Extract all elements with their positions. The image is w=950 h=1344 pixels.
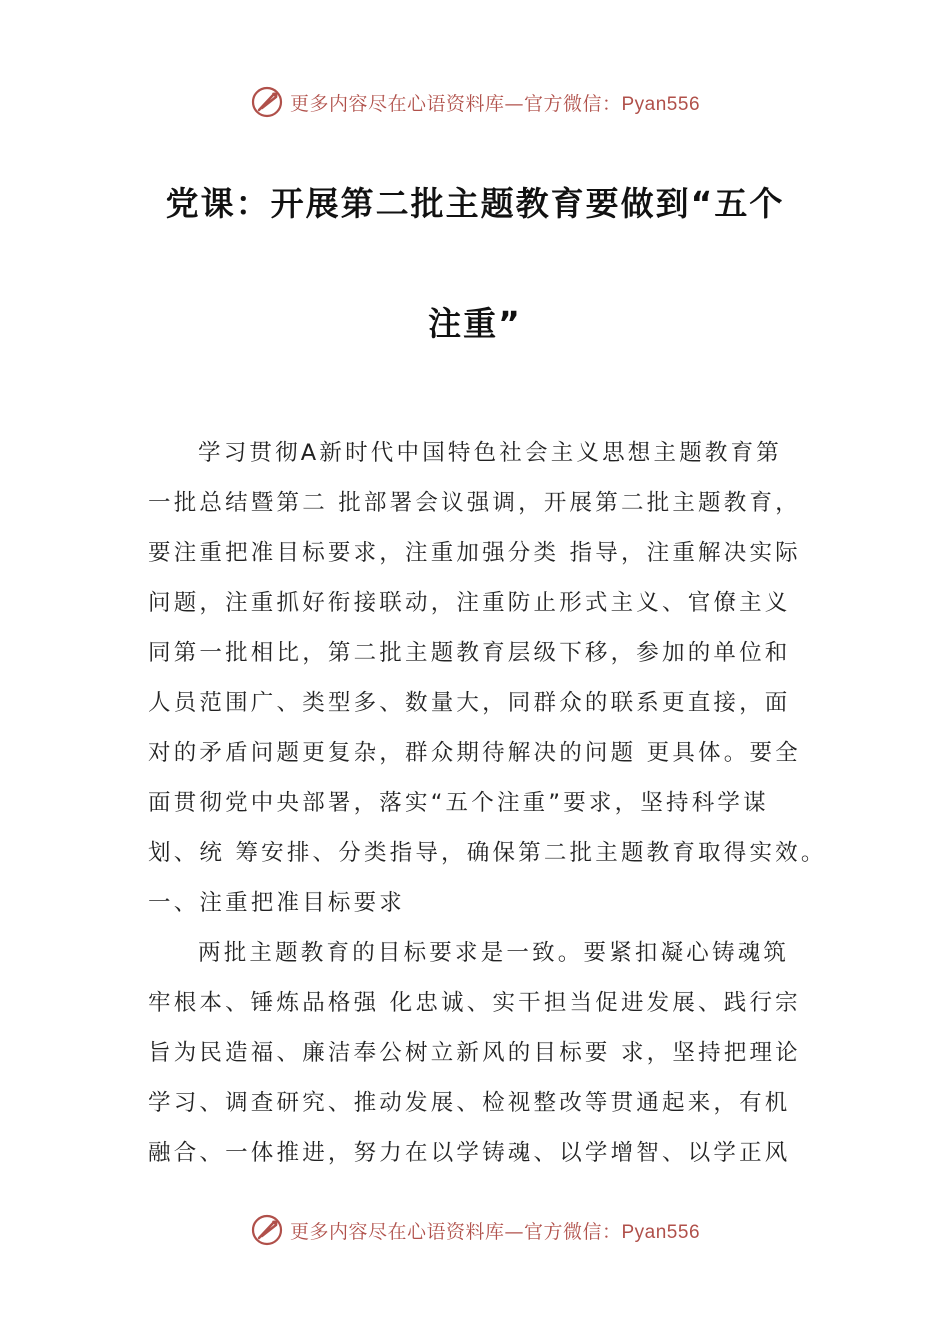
quill-logo-icon	[250, 1213, 284, 1247]
body-line: 牢根本、锤炼品格强 化忠诚、实干担当促进发展、践行宗	[148, 990, 801, 1016]
body-line: 要注重把准目标要求，注重加强分类 指导，注重解决实际	[148, 540, 801, 566]
footer-banner	[0, 1210, 950, 1250]
body-line: 一批总结暨第二 批部署会议强调，开展第二批主题教育，	[148, 490, 801, 516]
body-line: 融合、一体推进，努力在以学铸魂、以学增智、以学正风	[148, 1140, 791, 1166]
body-line: 同第一批相比，第二批主题教育层级下移，参加的单位和	[148, 640, 791, 666]
quill-logo-icon	[250, 85, 284, 119]
header-banner	[0, 82, 950, 122]
document-title-line-2: 注重”	[428, 304, 522, 343]
body-line: 学习、调查研究、推动发展、检视整改等贯通起来，有机	[148, 1090, 791, 1116]
body-line: 学习贯彻A新时代中国特色社会主义思想主题教育第	[198, 440, 782, 466]
body-line: 面贯彻党中央部署，落实“五个注重”要求，坚持科学谋	[148, 790, 769, 816]
body-line: 对的矛盾问题更复杂，群众期待解决的问题 更具体。要全	[148, 740, 801, 766]
section-heading: 一、注重把准目标要求	[148, 890, 406, 916]
body-line: 两批主题教育的目标要求是一致。要紧扣凝心铸魂筑	[198, 940, 790, 966]
footer-wechat-id: Pyan556	[621, 1221, 701, 1243]
body-line: 旨为民造福、廉洁奉公树立新风的目标要 求，坚持把理论	[148, 1040, 801, 1066]
header-wechat-id: Pyan556	[621, 93, 701, 115]
body-line: 问题，注重抓好衔接联动，注重防止形式主义、官僚主义	[148, 590, 791, 616]
footer-banner-text: 更多内容尽在心语资料库—官方微信：Pyan556	[289, 1220, 701, 1243]
document-title-line-1: 党课：开展第二批主题教育要做到“五个	[165, 184, 785, 223]
header-banner-text: 更多内容尽在心语资料库—官方微信：Pyan556	[289, 92, 701, 115]
body-line: 划、统 筹安排、分类指导，确保第二批主题教育取得实效。	[148, 840, 827, 866]
body-line: 人员范围广、类型多、数量大，同群众的联系更直接，面	[148, 690, 791, 716]
document-body	[148, 428, 827, 1178]
